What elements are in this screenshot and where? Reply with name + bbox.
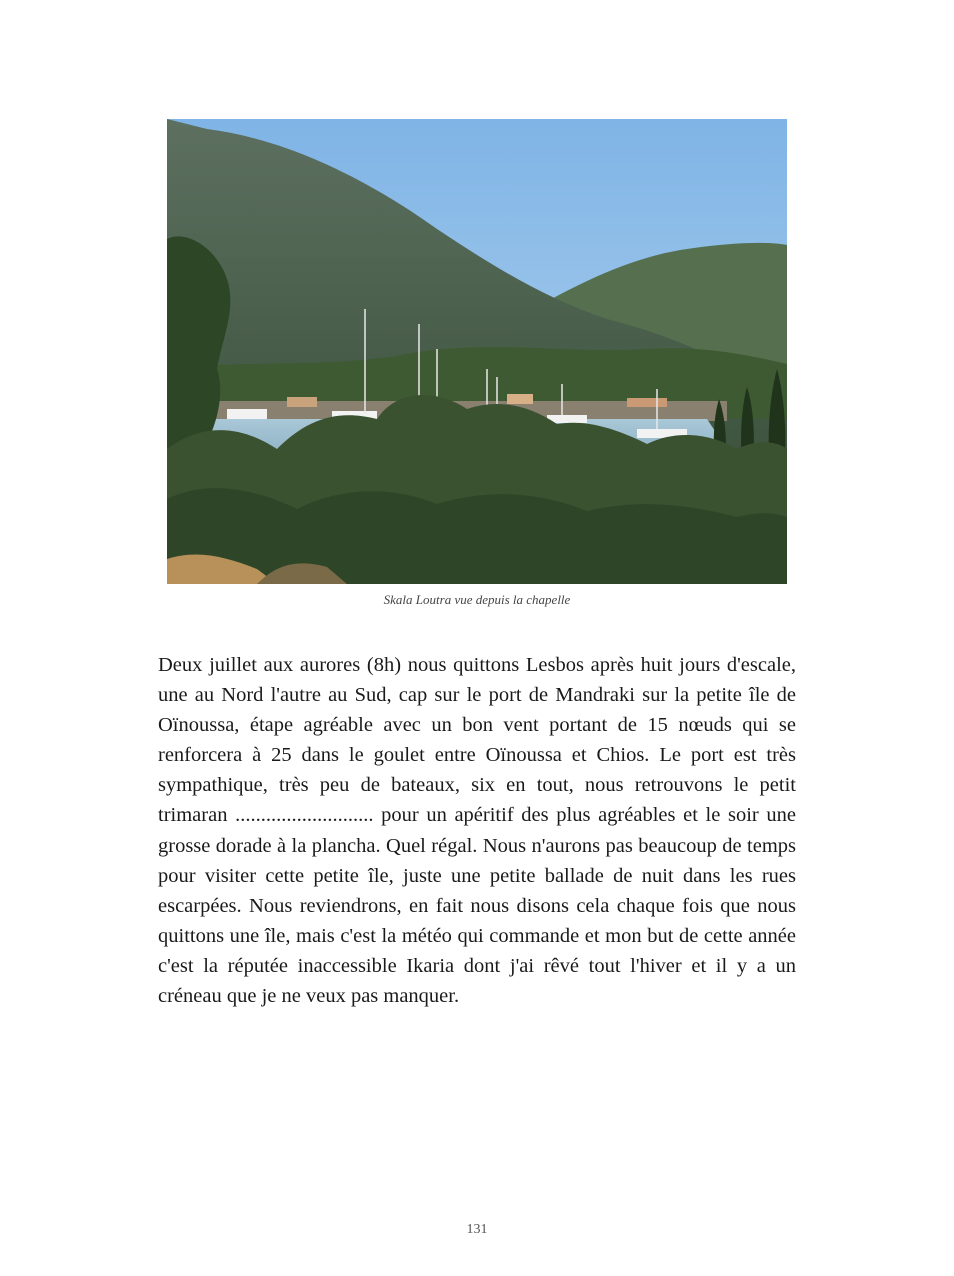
harbor-photo (167, 119, 787, 584)
body-paragraph: Deux juillet aux aurores (8h) nous quittons Lesbos après huit jours d'escale, une au Nord l'autre au Sud, cap sur le port de Mandraki sur la petite île de Oïnoussa, étape agréable avec un bon vent portant de 15 nœuds qui se renforcera à 25 dans le goulet entre Oïnoussa et Chios. Le port est très sympathique, très peu de bateaux, six en tout, nous retrouvons le petit trimaran ........................... pour un apéritif des plus agréables et le soir une grosse dorade à la plancha. Quel régal. Nous n'aurons pas beaucoup de temps pour visiter cette petite île, juste une petite ballade de nuit dans les rues escarpées. Nous reviendrons, en fait nous disons cela chaque fois que nous quittons une île, mais c'est la météo qui commande et mon but de cette année c'est la réputée inaccessible Ikaria dont j'ai rêvé tout l'hiver et il y a un créneau que je ne veux pas manquer. (158, 654, 796, 1008)
page-number: 131 (466, 1222, 488, 1237)
photo-caption: Skala Loutra vue depuis la chapelle (383, 592, 571, 607)
harbor-illustration (167, 119, 787, 584)
